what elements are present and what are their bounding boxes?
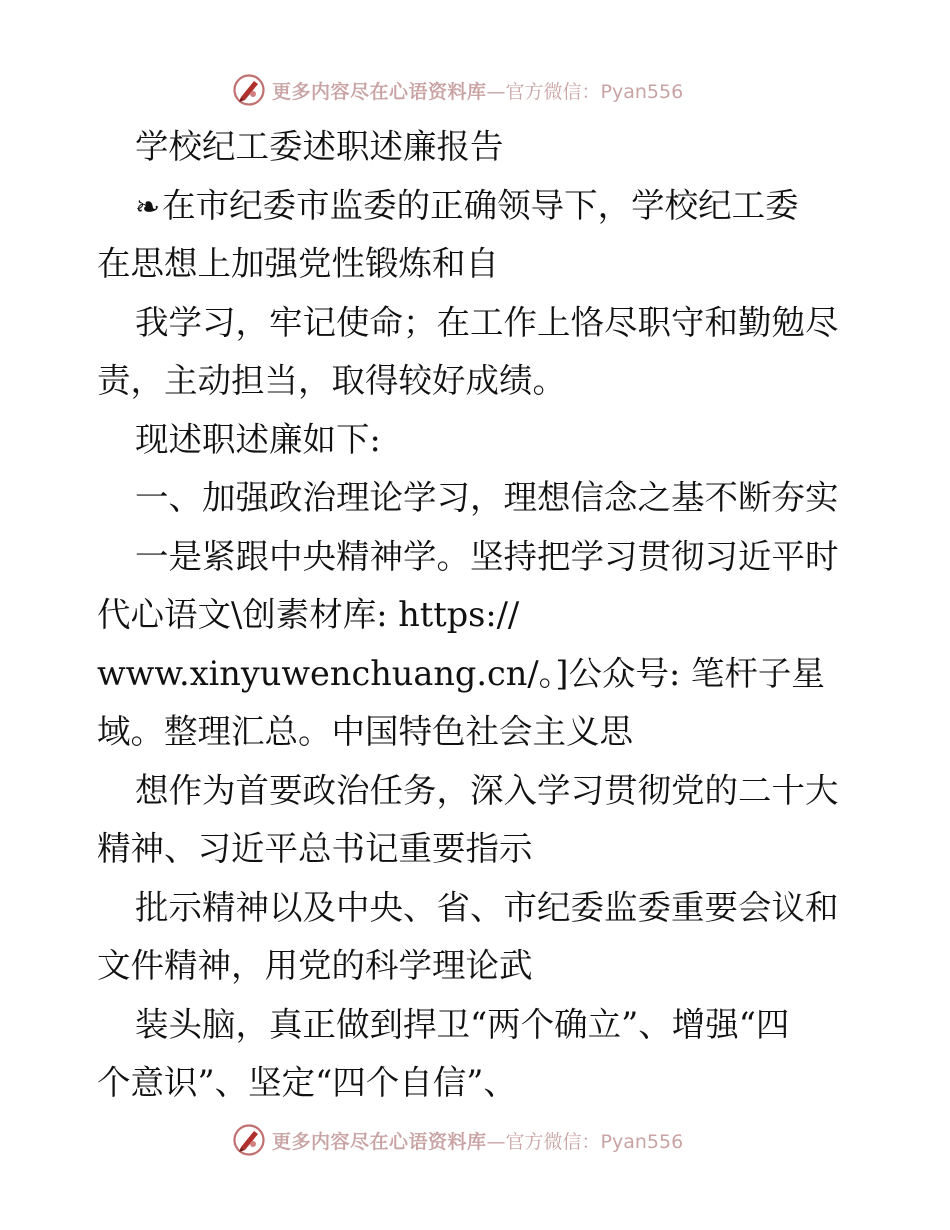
text-line-content: 文件精神，用党的科学理论武	[97, 946, 533, 985]
text-line	[97, 762, 857, 821]
text-line-content: 精神、习近平总书记重要指示	[97, 829, 533, 868]
banner-sub-text: —官方微信：Pyan556	[486, 1130, 684, 1153]
text-line-content: 一、加强政治理论学习，理想信念之基不断夯实	[135, 478, 839, 517]
text-line-content: 现述职述廉如下:	[135, 419, 381, 459]
text-line	[97, 996, 857, 1055]
text-line-content: 一是紧跟中央精神学。坚持把学习贯彻习近平时	[135, 536, 839, 576]
text-line-content: 域。整理汇总。中国特色社会主义思	[97, 712, 633, 751]
text-line	[97, 586, 857, 645]
text-line-content: 装头脑，真正做到捍卫“两个确立”、增强“四	[135, 1004, 790, 1044]
text-line	[97, 703, 857, 762]
banner-main-text: 更多内容尽在心语资料库	[272, 80, 487, 103]
text-line-content: 我学习，牢记使命；在工作上恪尽职守和勤勉尽	[135, 302, 839, 342]
text-line-content: 代心语文\创素材库: https://	[97, 595, 520, 634]
footer-banner	[232, 1122, 683, 1158]
text-line	[97, 1054, 857, 1113]
paragraph-lines	[97, 177, 857, 1113]
text-line	[97, 294, 857, 353]
text-line	[97, 645, 857, 704]
text-line-content: 想作为首要政治任务，深入学习贯彻党的二十大	[135, 770, 839, 810]
text-line	[97, 528, 857, 587]
text-line-content: 责，主动担当，取得较好成绩。	[97, 361, 566, 400]
text-line	[97, 411, 857, 470]
pen-logo-icon	[232, 73, 266, 107]
text-line-content: 在市纪委市监委的正确领导下，学校纪工委	[162, 185, 799, 225]
text-line	[97, 879, 857, 938]
text-line-content: 在思想上加强党性锻炼和自	[97, 244, 499, 283]
banner-main-text: 更多内容尽在心语资料库	[272, 1130, 487, 1153]
text-line-content: 批示精神以及中央、省、市纪委监委重要会议和	[135, 887, 839, 927]
pen-logo-icon	[232, 1123, 266, 1157]
text-line	[97, 352, 857, 411]
text-line-content: 个意识”、坚定“四个自信”、	[97, 1063, 517, 1102]
document-body	[97, 118, 857, 1113]
text-line	[97, 820, 857, 879]
banner-sub-text: —官方微信：Pyan556	[486, 80, 684, 103]
flourish-icon: ❧	[135, 189, 161, 225]
document-title: 学校纪工委述职述廉报告	[135, 127, 504, 166]
text-line-content: www.xinyuwenchuang.cn/。]公众号: 笔杆子星	[97, 653, 825, 693]
header-banner	[232, 72, 683, 108]
text-line	[97, 469, 857, 528]
text-line	[97, 937, 857, 996]
text-line	[97, 177, 857, 236]
text-line	[97, 235, 857, 294]
